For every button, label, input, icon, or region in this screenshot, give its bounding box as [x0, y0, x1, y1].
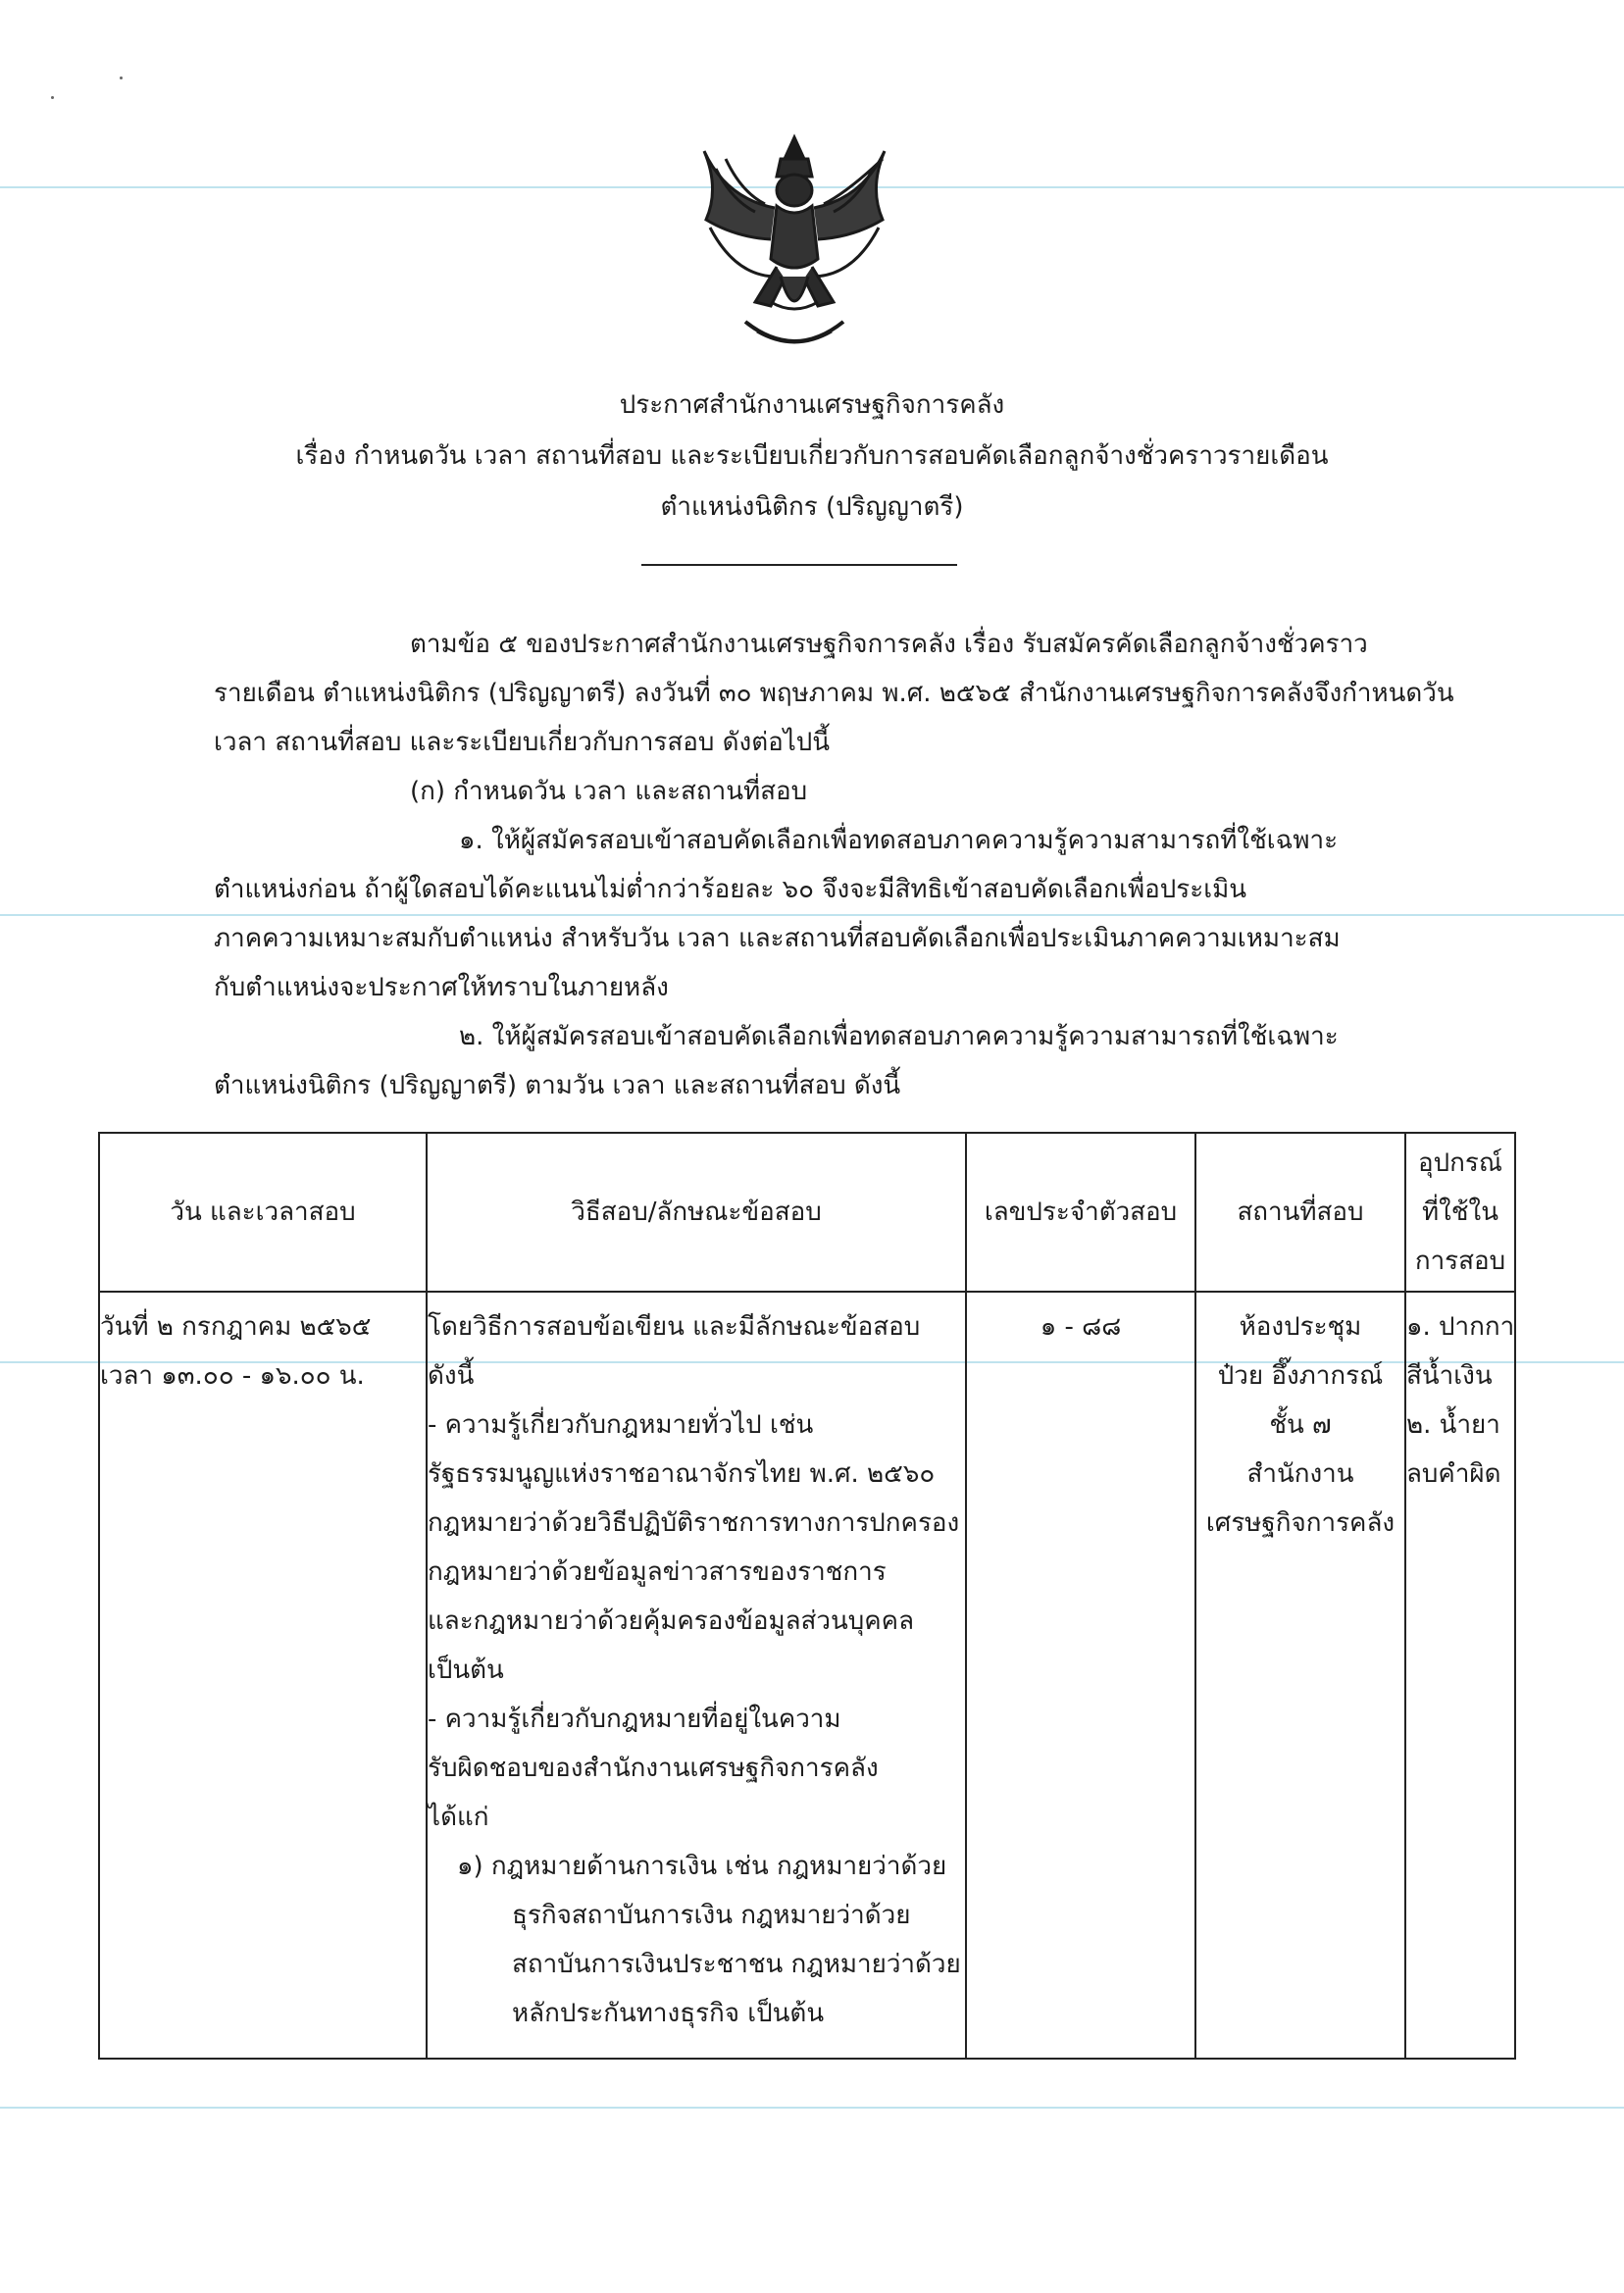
- intro-line-1: ตามข้อ ๕ ของประกาศสำนักงานเศรษฐกิจการคลัง เรื่อง รับสมัครคัดเลือกลูกจ้างชั่วคราว: [410, 630, 1368, 659]
- header-location: สถานที่สอบ: [1195, 1133, 1405, 1292]
- exam-date: วันที่ ๒ กรกฎาคม ๒๕๖๕: [100, 1312, 372, 1342]
- item1-line-2: ตำแหน่งก่อน ถ้าผู้ใดสอบได้คะแนนไม่ต่ำกว่าร้อยละ ๖๐ จึงจะมีสิทธิเข้าสอบคัดเลือกเพื่อประเมิน: [214, 875, 1246, 904]
- announcement-position: ตำแหน่งนิติกร (ปริญญาตรี): [660, 492, 964, 522]
- cell-method: [427, 1292, 966, 2059]
- header-equipment: [1405, 1133, 1515, 1292]
- item1-line-1: ๑. ให้ผู้สมัครสอบเข้าสอบคัดเลือกเพื่อทดสอบภาคความรู้ความสามารถที่ใช้เฉพาะ: [459, 826, 1339, 855]
- title-divider: [641, 564, 957, 566]
- intro-line-2: รายเดือน ตำแหน่งนิติกร (ปริญญาตรี) ลงวันที่ ๓๐ พฤษภาคม พ.ศ. ๒๕๖๕ สำนักงานเศรษฐกิจการคลังจึงกำหนดวัน: [214, 679, 1454, 708]
- scan-speck: [51, 96, 54, 99]
- cell-exam-id: [966, 1292, 1195, 2059]
- method-line: โดยวิธีการสอบข้อเขียน และมีลักษณะข้อสอบ: [428, 1312, 921, 1342]
- intro-line-3: เวลา สถานที่สอบ และระเบียบเกี่ยวกับการสอบ ดังต่อไปนี้: [214, 728, 831, 757]
- exam-time: เวลา ๑๓.๐๐ - ๑๖.๐๐ น.: [100, 1361, 365, 1391]
- location-line: ป๋วย อึ๊งภากรณ์: [1217, 1361, 1384, 1391]
- location-line: เศรษฐกิจการคลัง: [1205, 1508, 1396, 1538]
- cell-date-time: [99, 1292, 427, 2059]
- garuda-emblem: [686, 129, 902, 361]
- method-line: - ความรู้เกี่ยวกับกฎหมายทั่วไป เช่น: [428, 1410, 814, 1440]
- announcement-issuer: ประกาศสำนักงานเศรษฐกิจการคลัง: [619, 390, 1005, 420]
- method-sub-item-line: ธุรกิจสถาบันการเงิน กฎหมายว่าด้วย: [512, 1901, 911, 1930]
- method-line: รัฐธรรมนูญแห่งราชอาณาจักรไทย พ.ศ. ๒๕๖๐: [428, 1459, 936, 1489]
- item1-line-3: ภาคความเหมาะสมกับตำแหน่ง สำหรับวัน เวลา และสถานที่สอบคัดเลือกเพื่อประเมินภาคความเหมาะสม: [214, 924, 1341, 953]
- item2-line-1: ๒. ให้ผู้สมัครสอบเข้าสอบคัดเลือกเพื่อทดสอบภาคความรู้ความสามารถที่ใช้เฉพาะ: [459, 1022, 1339, 1051]
- cell-location: [1195, 1292, 1405, 2059]
- equipment-line: ๑. ปากกา: [1406, 1312, 1515, 1342]
- method-line: ได้แก่: [428, 1803, 489, 1832]
- header-equipment-line: ที่ใช้ใน: [1422, 1197, 1498, 1227]
- scan-guide-line: [0, 914, 1624, 916]
- method-sub-item-line: หลักประกันทางธุรกิจ เป็นต้น: [512, 1999, 825, 2028]
- scan-speck: [120, 76, 123, 79]
- method-line: ดังนี้: [428, 1361, 475, 1391]
- header-date-time: วัน และเวลาสอบ: [99, 1133, 427, 1292]
- method-sub-item-line: สถาบันการเงินประชาชน กฎหมายว่าด้วย: [512, 1950, 961, 1979]
- item2-line-2: ตำแหน่งนิติกร (ปริญญาตรี) ตามวัน เวลา และสถานที่สอบ ดังนี้: [214, 1071, 901, 1100]
- exam-id-range: ๑ - ๘๘: [1040, 1312, 1122, 1342]
- header-method: วิธีสอบ/ลักษณะข้อสอบ: [427, 1133, 966, 1292]
- table-header-row: [99, 1133, 1515, 1292]
- equipment-line: ลบคำผิด: [1406, 1459, 1501, 1489]
- method-line: เป็นต้น: [428, 1656, 504, 1685]
- equipment-line: สีน้ำเงิน: [1406, 1361, 1493, 1391]
- header-equipment-line: อุปกรณ์: [1418, 1148, 1502, 1178]
- method-line: - ความรู้เกี่ยวกับกฎหมายที่อยู่ในความ: [428, 1705, 841, 1734]
- table-row: [99, 1292, 1515, 2059]
- method-sub-item: ๑) กฎหมายด้านการเงิน เช่น กฎหมายว่าด้วย: [457, 1852, 947, 1881]
- exam-schedule-table: [98, 1132, 1516, 2060]
- location-line: ห้องประชุม: [1239, 1312, 1362, 1342]
- header-exam-id: เลขประจำตัวสอบ: [966, 1133, 1195, 1292]
- method-line: รับผิดชอบของสำนักงานเศรษฐกิจการคลัง: [428, 1754, 879, 1783]
- section-a-heading: (ก) กำหนดวัน เวลา และสถานที่สอบ: [410, 777, 808, 806]
- location-line: สำนักงาน: [1246, 1459, 1354, 1489]
- announcement-subject: เรื่อง กำหนดวัน เวลา สถานที่สอบ และระเบียบเกี่ยวกับการสอบคัดเลือกลูกจ้างชั่วคราวรายเดือน: [295, 441, 1329, 471]
- equipment-line: ๒. น้ำยา: [1406, 1410, 1500, 1440]
- method-line: กฎหมายว่าด้วยวิธีปฏิบัติราชการทางการปกครอง: [428, 1508, 960, 1538]
- item1-line-4: กับตำแหน่งจะประกาศให้ทราบในภายหลัง: [214, 973, 669, 1002]
- scan-guide-line: [0, 2107, 1624, 2109]
- header-equipment-line: การสอบ: [1414, 1247, 1506, 1276]
- method-line: กฎหมายว่าด้วยข้อมูลข่าวสารของราชการ: [428, 1557, 887, 1587]
- method-line: และกฎหมายว่าด้วยคุ้มครองข้อมูลส่วนบุคคล: [428, 1606, 915, 1636]
- location-line: ชั้น ๗: [1269, 1410, 1332, 1440]
- cell-equipment: [1405, 1292, 1515, 2059]
